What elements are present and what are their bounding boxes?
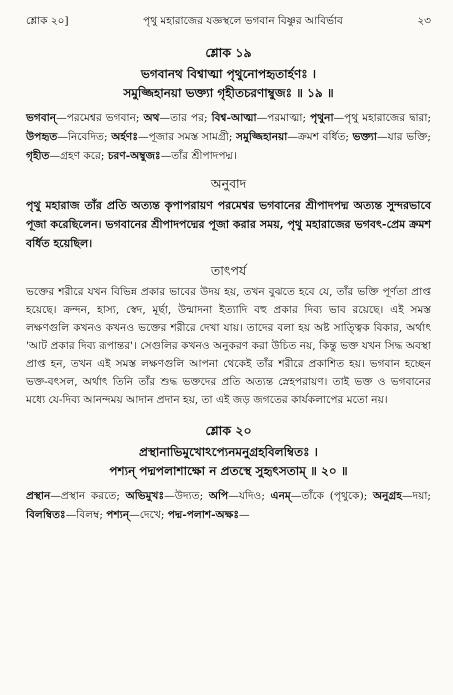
synonym-def: তার পর [170,112,205,124]
synonym-term: বিলম্বিতঃ [26,509,66,521]
synonym-def: নিবেদিত [67,131,104,143]
synonym-def: বিলম্ব [76,509,100,521]
synonym-term: ভক্ত্যা [352,131,377,143]
synonym-def: প্রস্থান করতে [60,490,117,502]
synonym-def: উদ্যত [174,490,200,502]
header-chapter-ref: শ্লোক ২০] [26,15,69,27]
sloka-19-synonyms: ভগবান্—পরমেশ্বর ভগবান; অথ—তার পর; বিশ্ব-আত্মা—পরমাত্মা; পৃথুনা—পৃথু মহারাজের দ্বারা; উপহৃত—নিবেদিত; অর্হণঃ—পূজার সমস্ত সামগ্রী; সমুজ্জিহানয়া—ক্রমশ বর্ধিত; ভক্ত্যা—যার ভক্তি; গৃহীত—গ্রহণ করে; চরণ-অম্বুজঃ—তাঁর শ্রীপাদপদ্ম। [26,112,432,162]
synonym-term: সমুজ্জিহানয়া [236,131,288,143]
sloka-20-label: শ্লোক ২০ [205,423,252,438]
synonym-term: পশ্যন্ [106,509,130,521]
synonym-term: এনম্ [270,490,291,502]
synonym-term: পদ্ম-পলাশ-অক্ষঃ [167,509,239,521]
synonym-def: যদিও [238,490,262,502]
synonym-term: পৃথুনা [310,112,334,124]
purport-text: ভক্তের শরীরে যখন বিভিন্ন প্রকার ভাবের উদয় হয়, তখন বুঝতে হবে যে, তাঁর ভক্তি পূর্ণতা প্রাপ্ত হয়েছে। ক্রন্দন, হাস্য, স্বেদ, মূর্ছা, উন্মাদনা ইত্যাদি বহু প্রকার দিব্য ভাব রয়েছে। এই সমস্ত লক্ষণগুলি কখনও কখনও ভক্তের শরীরে দেখা যায়। তাদের বলা হয় অষ্ট সাত্ত্বিক বিকার, অর্থাৎ 'আট প্রকার দিব্য রূপান্তর'। সেগুলির কখনও অনুকরণ করা উচিত নয়, কিন্তু ভক্ত যখন সিদ্ধ অবস্থা প্রাপ্ত হন, তখন এই সমস্ত লক্ষণগুলি আপনা থেকেই তাঁর শরীরে প্রকাশিত হয়। ভগবান হচ্ছেন ভক্ত-বৎসল, অর্থাৎ তিনি তাঁর শুদ্ধ ভক্তদের প্রতি অত্যন্ত স্নেহপরায়ণ। তাই ভক্ত ও ভগবানের মধ্যে যে-দিব্য আনন্দময় আদান প্রদান হয়, তা এই জড় জগতের কার্যকলাপের মতো নয়। [26,286,431,406]
translation-text: পৃথু মহারাজ তাঁর প্রতি অত্যন্ত কৃপাপরায়ণ পরমেশ্বর ভগবানের শ্রীপাদপদ্ম অত্যন্ত সুন্দরভাবে পূজা করেছিলেন। ভগবানের শ্রীপাদপদ্মের পূজা করার সময়, পৃথু মহারাজের ভগবৎ-প্রেম ক্রমশ বর্ধিত হয়েছিল। [26,199,431,250]
sloka-19-line-2: সমুজ্জিহানয়া ভক্ত্যা গৃহীতচরণাম্বুজঃ ॥ ১৯ ॥ [123,86,334,100]
translation-heading: অনুবাদ [210,176,247,191]
page-number: ২৩ [417,15,431,27]
synonym-term: অর্হণঃ [111,131,138,143]
synonym-def: পূজার সমস্ত সামগ্রী [148,131,229,143]
header-title: পৃথু মহারাজের যজ্ঞস্থলে ভগবান বিষ্ণুর আবির্ভাব [143,15,343,27]
sloka-19-label: শ্লোক ১৯ [205,45,252,60]
synonym-term: চরণ-অম্বুজঃ [107,150,161,162]
sloka-20-line-2: পশ্যন্ পদ্মপলাশাক্ষো ন প্রতস্থে সুহৃৎসতাম্ ॥ ২০ ॥ [109,464,348,478]
synonym-def: ক্রমশ বর্ধিত [297,131,346,143]
sloka-19-line-1: ভগবানথ বিশ্বাত্মা পৃথুনোপহৃতার্হণঃ । [140,67,317,81]
synonym-term: ভগবান্ [26,112,57,124]
synonym-term: উপহৃত [26,131,58,143]
sloka-20-line-1: প্রস্থানাভিমুখোঽপ্যেনমনুগ্রহবিলম্বিতঃ । [139,445,318,459]
synonym-def: পরমেশ্বর ভগবান [66,112,136,124]
synonym-def: তাঁর শ্রীপাদপদ্ম [171,150,233,162]
synonym-term: গৃহীত [26,150,50,162]
synonym-def: দয়া [412,490,428,502]
synonym-term: প্রস্থান [26,490,51,502]
synonym-term: বিশ্ব-আত্মা [211,112,257,124]
synonym-def: গ্রহণ করে [60,150,101,162]
synonym-def: যার ভক্তি [387,131,428,143]
sloka-20-synonyms: প্রস্থান—প্রস্থান করতে; অভিমুখঃ—উদ্যত; অপি—যদিও; এনম্—তাঁকে (পৃথুকে); অনুগ্রহ—দয়া; বিলম্বিতঃ—বিলম্ব; পশ্যন্—দেখে; পদ্ম-পলাশ-অক্ষঃ— [26,490,431,521]
synonym-def: দেখে [139,509,161,521]
purport-heading: তাৎপর্য [210,263,247,278]
synonym-def: পরমাত্মা [267,112,303,124]
synonym-term: অভিমুখঃ [125,490,165,502]
running-header [26,0,431,31]
synonym-term: অপি [208,490,229,502]
synonym-term: অনুগ্রহ [372,490,402,502]
synonym-def: তাঁকে (পৃথুকে) [301,490,364,502]
synonym-term: অথ [143,112,160,124]
synonym-def: পৃথু মহারাজের দ্বারা [344,112,428,124]
